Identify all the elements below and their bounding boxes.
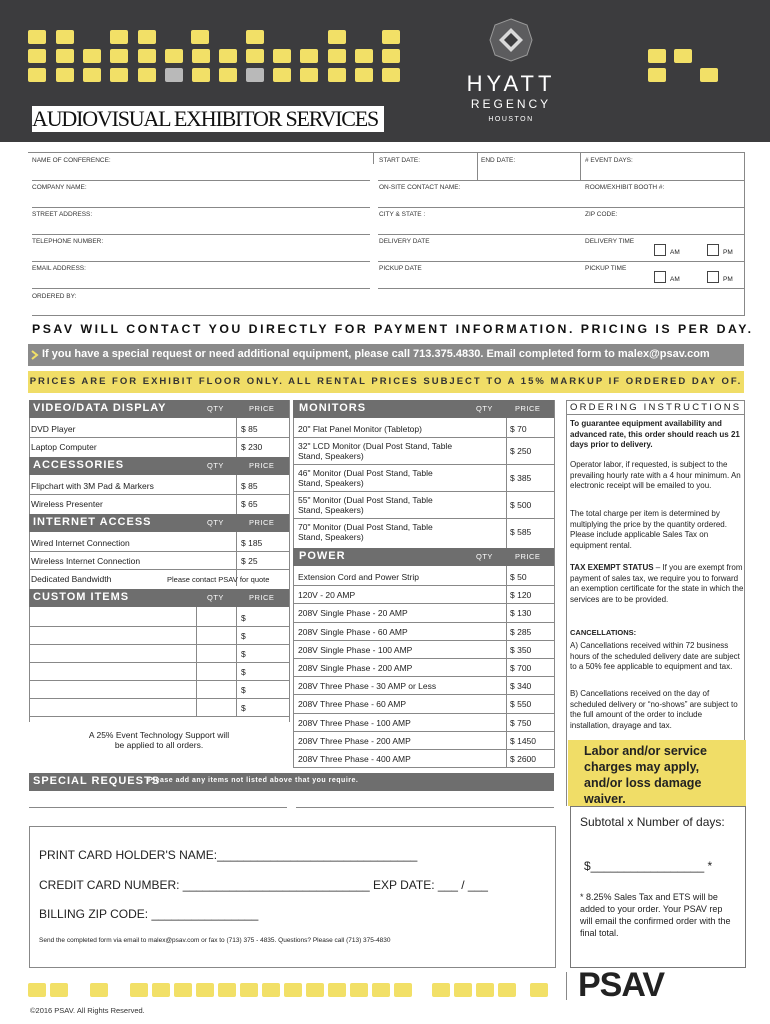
grid-line xyxy=(580,152,581,180)
price-header: PRICE xyxy=(515,404,541,413)
pickup-pm-checkbox[interactable] xyxy=(707,271,719,283)
pickup-am-label: AM xyxy=(670,276,680,283)
item-name: 32" LCD Monitor (Dual Post Stand, Table Stand, Speakers) xyxy=(298,441,453,461)
deco-tile xyxy=(110,30,128,44)
custom-dollar: $ xyxy=(241,703,246,713)
item-name: Wired Internet Connection xyxy=(31,538,130,548)
item-name: 208V Single Phase - 20 AMP xyxy=(298,608,408,618)
logo-line1: HYATT xyxy=(466,71,556,96)
name-of-conference-label: NAME OF CONFERENCE: xyxy=(32,157,111,164)
price-header: PRICE xyxy=(249,461,275,470)
item-name: 55" Monitor (Dual Post Stand, Table Stand, Speakers) xyxy=(298,495,433,515)
item-price: $ 2600 xyxy=(510,754,536,764)
pickup-pm-label: PM xyxy=(723,276,733,283)
deco-tile xyxy=(28,983,46,997)
row-line xyxy=(293,464,554,465)
accessories-title: ACCESSORIES xyxy=(33,459,125,471)
subtotal-field[interactable]: $_________________ * xyxy=(584,859,713,873)
deco-tile xyxy=(328,983,346,997)
end-date-label: END DATE: xyxy=(481,157,516,164)
deco-tile xyxy=(328,49,346,63)
special-title: SPECIAL REQUESTS xyxy=(33,775,161,787)
delivery-am-checkbox[interactable] xyxy=(654,244,666,256)
deco-tile xyxy=(90,983,108,997)
video-title: VIDEO/DATA DISPLAY xyxy=(33,402,167,414)
item-name: 70" Monitor (Dual Post Stand, Table Stand, Speakers) xyxy=(298,522,433,542)
deco-tile xyxy=(350,983,368,997)
deco-tile xyxy=(218,983,236,997)
subtotal-note: * 8.25% Sales Tax and ETS will be added to your order. Your PSAV rep will email the confirmed order with the final total. xyxy=(580,892,731,938)
onsite-contact-field[interactable] xyxy=(378,207,744,208)
deco-tile xyxy=(56,30,74,44)
pickup-field[interactable] xyxy=(378,288,744,289)
item-name: 20" Flat Panel Monitor (Tabletop) xyxy=(298,424,422,434)
subtotal-title: Subtotal x Number of days: xyxy=(580,815,725,829)
quote-note: Please contact PSAV for quote xyxy=(167,575,270,584)
special-request-field[interactable] xyxy=(29,807,287,808)
street-address-label: STREET ADDRESS: xyxy=(32,211,93,218)
table-border xyxy=(236,400,237,586)
row-line xyxy=(293,694,554,695)
deco-tile xyxy=(432,983,450,997)
section-header-special xyxy=(29,773,554,791)
item-name: 46" Monitor (Dual Post Stand, Table Stand, Speakers) xyxy=(298,468,433,488)
deco-tile xyxy=(372,983,390,997)
pickup-date-label: PICKUP DATE xyxy=(379,265,422,272)
special-note: Please add any items not listed above that you require. xyxy=(148,777,359,784)
internet-title: INTERNET ACCESS xyxy=(33,516,152,528)
row-line xyxy=(293,767,554,768)
item-price: $ 65 xyxy=(241,499,258,509)
date-field-line[interactable] xyxy=(378,180,744,181)
special-request-field[interactable] xyxy=(296,807,554,808)
item-name: 208V Three Phase - 60 AMP xyxy=(298,699,407,709)
card-holder-field[interactable]: PRINT CARD HOLDER'S NAME:______________________________ xyxy=(39,848,418,862)
tax-exempt-label: TAX EXEMPT STATUS xyxy=(570,563,654,572)
deco-tile xyxy=(28,30,46,44)
qty-header: QTY xyxy=(476,552,493,561)
room-booth-label: ROOM/EXHIBIT BOOTH #: xyxy=(585,184,665,191)
prices-note-banner: PRICES ARE FOR EXHIBIT FLOOR ONLY. ALL RENTAL PRICES SUBJECT TO A 15% MARKUP IF ORDERED DAY OF. xyxy=(28,371,744,393)
ordering-p1: To guarantee equipment availability and advanced rate, this order should reach us 21 days prior to delivery. xyxy=(570,419,740,450)
item-price: $ 70 xyxy=(510,424,527,434)
deco-tile xyxy=(196,983,214,997)
price-header: PRICE xyxy=(515,552,541,561)
hyatt-emblem-icon xyxy=(489,18,533,62)
deco-tile xyxy=(56,68,74,82)
row-line xyxy=(293,622,554,623)
custom-item-field[interactable] xyxy=(29,680,289,681)
item-name: Extension Cord and Power Strip xyxy=(298,572,419,582)
deco-tile xyxy=(530,983,548,997)
deco-tile xyxy=(382,49,400,63)
section-header-accessories xyxy=(29,457,289,475)
company-name-label: COMPANY NAME: xyxy=(32,184,87,191)
item-price: $ 500 xyxy=(510,500,532,510)
item-price: $ 385 xyxy=(510,473,532,483)
row-line xyxy=(29,551,289,552)
payment-box xyxy=(29,826,556,968)
qty-header: QTY xyxy=(207,518,224,527)
deco-tile xyxy=(262,983,280,997)
street-address-field[interactable] xyxy=(32,234,370,235)
row-line xyxy=(293,658,554,659)
deco-tile xyxy=(174,983,192,997)
deco-tile xyxy=(191,30,209,44)
row-line xyxy=(293,518,554,519)
grid-line xyxy=(744,152,745,316)
item-price: $ 25 xyxy=(241,556,258,566)
deco-tile xyxy=(648,68,666,82)
deco-tile xyxy=(648,49,666,63)
divider xyxy=(566,414,744,415)
city-state-label: CITY & STATE : xyxy=(379,211,426,218)
page-title: AUDIOVISUAL EXHIBITOR SERVICES xyxy=(32,106,384,132)
deco-tile xyxy=(219,49,237,63)
divider xyxy=(566,972,567,1000)
custom-dollar: $ xyxy=(241,667,246,677)
custom-dollar: $ xyxy=(241,613,246,623)
custom-title: CUSTOM ITEMS xyxy=(33,591,130,603)
item-name: 208V Single Phase - 100 AMP xyxy=(298,645,413,655)
item-price: $ 85 xyxy=(241,481,258,491)
delivery-date-label: DELIVERY DATE xyxy=(379,238,430,245)
billing-zip-field[interactable]: BILLING ZIP CODE: ________________ xyxy=(39,907,259,921)
item-price: $ 50 xyxy=(510,572,527,582)
event-days-label: # EVENT DAYS: xyxy=(585,157,633,164)
city-state-field[interactable] xyxy=(378,234,744,235)
chevron-right-icon xyxy=(31,350,39,360)
ordering-p2: Operator labor, if requested, is subject to the prevailing hourly rate with a 4 hour minimum. An electronic receipt will be emailed to you. xyxy=(570,460,741,491)
custom-dollar: $ xyxy=(241,631,246,641)
price-header: PRICE xyxy=(249,404,275,413)
deco-tile xyxy=(165,68,183,82)
item-name: 208V Three Phase - 100 AMP xyxy=(298,718,411,728)
item-price: $ 550 xyxy=(510,699,532,709)
deco-tile xyxy=(382,68,400,82)
pickup-am-checkbox[interactable] xyxy=(654,271,666,283)
item-name: Laptop Computer xyxy=(31,442,97,452)
delivery-am-label: AM xyxy=(670,249,680,256)
section-header-internet xyxy=(29,514,289,532)
ets-note: A 25% Event Technology Support will be applied to all orders. xyxy=(88,730,230,750)
deco-tile xyxy=(273,68,291,82)
table-border xyxy=(506,566,507,768)
deco-tile xyxy=(328,30,346,44)
deco-tile xyxy=(83,68,101,82)
special-request-banner xyxy=(28,344,744,366)
deco-tile xyxy=(355,49,373,63)
logo-line3: HOUSTON xyxy=(488,116,534,123)
row-line xyxy=(293,603,554,604)
section-header-video xyxy=(29,400,289,418)
pickup-time-label: PICKUP TIME xyxy=(585,265,627,272)
labor-notice xyxy=(568,740,746,806)
special-request-text: If you have a special request or need additional equipment, please call 713.375.4830. Email completed form to malex@psav.com xyxy=(42,348,710,360)
delivery-time-label: DELIVERY TIME xyxy=(585,238,635,245)
deco-tile xyxy=(138,49,156,63)
custom-dollar: $ xyxy=(241,685,246,695)
item-price: $ 120 xyxy=(510,590,532,600)
deco-tile xyxy=(273,49,291,63)
deco-tile xyxy=(246,68,264,82)
custom-item-field[interactable] xyxy=(29,662,289,663)
table-border xyxy=(554,400,555,768)
item-price: $ 285 xyxy=(510,627,532,637)
item-name: 208V Single Phase - 200 AMP xyxy=(298,663,413,673)
deco-tile xyxy=(700,68,718,82)
deco-tile xyxy=(240,983,258,997)
grid-line xyxy=(373,152,374,164)
column-border xyxy=(566,400,567,806)
section-header-power xyxy=(293,548,554,566)
deco-tile xyxy=(394,983,412,997)
row-line xyxy=(293,713,554,714)
delivery-pm-checkbox[interactable] xyxy=(707,244,719,256)
deco-tile xyxy=(50,983,68,997)
subtotal-box xyxy=(570,806,746,968)
deco-tile xyxy=(300,68,318,82)
deco-tile xyxy=(192,49,210,63)
item-price: $ 700 xyxy=(510,663,532,673)
item-price: $ 130 xyxy=(510,608,532,618)
cancellation-a: A) Cancellations received within 72 business hours of the scheduled delivery date are subject to a 50% fee applicable to equipment and tax. xyxy=(570,641,740,672)
deco-tile xyxy=(83,49,101,63)
card-number-field[interactable]: CREDIT CARD NUMBER: ____________________________ EXP DATE: ___ / ___ xyxy=(39,878,488,892)
row-line xyxy=(293,491,554,492)
column-border xyxy=(566,400,744,401)
item-price: $ 750 xyxy=(510,718,532,728)
labor-text: Labor and/or service charges may apply, and/or loss damage waiver. xyxy=(584,744,707,806)
item-name: Dedicated Bandwidth xyxy=(31,574,112,584)
ordered-by-label: ORDERED BY: xyxy=(32,293,77,300)
item-price: $ 250 xyxy=(510,446,532,456)
start-date-label: START DATE: xyxy=(379,157,421,164)
item-name: 208V Three Phase - 200 AMP xyxy=(298,736,411,746)
item-name: Flipchart with 3M Pad & Markers xyxy=(31,481,154,491)
section-header-monitors xyxy=(293,400,554,418)
section-header-custom xyxy=(29,589,289,607)
deco-tile xyxy=(454,983,472,997)
item-name: DVD Player xyxy=(31,424,76,434)
name-of-conference-field[interactable] xyxy=(32,180,370,181)
qty-header: QTY xyxy=(207,404,224,413)
custom-item-field[interactable] xyxy=(29,644,289,645)
tax-exempt-text: – If you are exempt from payment of sales tax, we require you to forward an exemption certificate for the state in which the services are to be provided. xyxy=(570,563,744,604)
deco-tile xyxy=(246,30,264,44)
qty-header: QTY xyxy=(476,404,493,413)
cancellations-title: CANCELLATIONS: xyxy=(570,628,637,637)
row-line xyxy=(29,569,289,570)
deco-tile xyxy=(300,49,318,63)
row-line xyxy=(29,437,289,438)
deco-tile xyxy=(355,68,373,82)
deco-tile xyxy=(110,49,128,63)
row-line xyxy=(293,640,554,641)
item-price: $ 585 xyxy=(510,527,532,537)
item-name: Wireless Internet Connection xyxy=(31,556,141,566)
item-name: 208V Three Phase - 400 AMP xyxy=(298,754,411,764)
payment-banner: PSAV WILL CONTACT YOU DIRECTLY FOR PAYMENT INFORMATION. PRICING IS PER DAY. xyxy=(32,322,754,336)
email-label: EMAIL ADDRESS: xyxy=(32,265,86,272)
email-field[interactable] xyxy=(32,288,370,289)
send-note: Send the completed form via email to malex@psav.com or fax to (713) 375 - 4835. Questions? Please call (713) 375-4830 xyxy=(39,937,391,944)
custom-item-field[interactable] xyxy=(29,716,289,717)
deco-tile xyxy=(110,68,128,82)
row-line xyxy=(29,494,289,495)
power-title: POWER xyxy=(299,550,346,562)
row-line xyxy=(293,731,554,732)
deco-tile xyxy=(28,49,46,63)
deco-tile xyxy=(328,68,346,82)
qty-header: QTY xyxy=(207,593,224,602)
item-price: $ 350 xyxy=(510,645,532,655)
onsite-contact-label: ON-SITE CONTACT NAME: xyxy=(379,184,461,191)
deco-tile xyxy=(498,983,516,997)
copyright: ©2016 PSAV. All Rights Reserved. xyxy=(30,1006,145,1015)
deco-tile xyxy=(165,49,183,63)
hyatt-regency-logo xyxy=(456,18,566,123)
custom-item-field[interactable] xyxy=(29,698,289,699)
item-price: $ 185 xyxy=(241,538,263,548)
deco-tile xyxy=(246,49,264,63)
deco-tile xyxy=(674,49,692,63)
item-price: $ 230 xyxy=(241,442,263,452)
zip-code-label: ZIP CODE: xyxy=(585,211,618,218)
item-name: Wireless Presenter xyxy=(31,499,103,509)
deco-tile xyxy=(192,68,210,82)
company-name-field[interactable] xyxy=(32,207,370,208)
monitors-title: MONITORS xyxy=(299,402,367,414)
item-name: 208V Three Phase - 30 AMP or Less xyxy=(298,681,437,691)
deco-tile xyxy=(28,68,46,82)
row-line xyxy=(293,749,554,750)
logo-line2: REGENCY xyxy=(470,97,552,111)
deco-tile xyxy=(138,30,156,44)
item-price: $ 340 xyxy=(510,681,532,691)
row-line xyxy=(293,585,554,586)
deco-tile xyxy=(284,983,302,997)
item-name: 208V Single Phase - 60 AMP xyxy=(298,627,408,637)
ordering-p3: The total charge per item is determined by multiplying the price by the quantity ordered. Please include applicable Sales Tax on equipment rental. xyxy=(570,509,727,550)
qty-header: QTY xyxy=(207,461,224,470)
deco-tile xyxy=(138,68,156,82)
ordering-instructions-title: ORDERING INSTRUCTIONS xyxy=(570,402,742,413)
row-line xyxy=(293,437,554,438)
psav-logo: PSAV xyxy=(578,966,665,1004)
cancellation-b: B) Cancellations received on the day of scheduled delivery or “no-shows” are subject to the full amount of the order to include installation, drayage and tax. xyxy=(570,689,738,730)
deco-tile xyxy=(476,983,494,997)
deco-tile xyxy=(219,68,237,82)
ordered-by-field[interactable] xyxy=(32,315,744,316)
grid-line xyxy=(28,152,744,153)
delivery-field[interactable] xyxy=(378,261,744,262)
custom-dollar: $ xyxy=(241,649,246,659)
telephone-field[interactable] xyxy=(32,261,370,262)
item-price: $ 1450 xyxy=(510,736,536,746)
item-name: 120V - 20 AMP xyxy=(298,590,356,600)
deco-tile xyxy=(382,30,400,44)
deco-tile xyxy=(130,983,148,997)
row-line xyxy=(293,676,554,677)
price-header: PRICE xyxy=(249,593,275,602)
price-header: PRICE xyxy=(249,518,275,527)
item-price: $ 85 xyxy=(241,424,258,434)
table-border xyxy=(29,400,30,722)
ordering-p4 xyxy=(570,563,746,605)
custom-item-field[interactable] xyxy=(29,626,289,627)
deco-tile xyxy=(152,983,170,997)
deco-tile xyxy=(306,983,324,997)
delivery-pm-label: PM xyxy=(723,249,733,256)
grid-line xyxy=(477,152,478,180)
deco-tile xyxy=(56,49,74,63)
telephone-label: TELEPHONE NUMBER: xyxy=(32,238,104,245)
table-border xyxy=(289,400,290,722)
